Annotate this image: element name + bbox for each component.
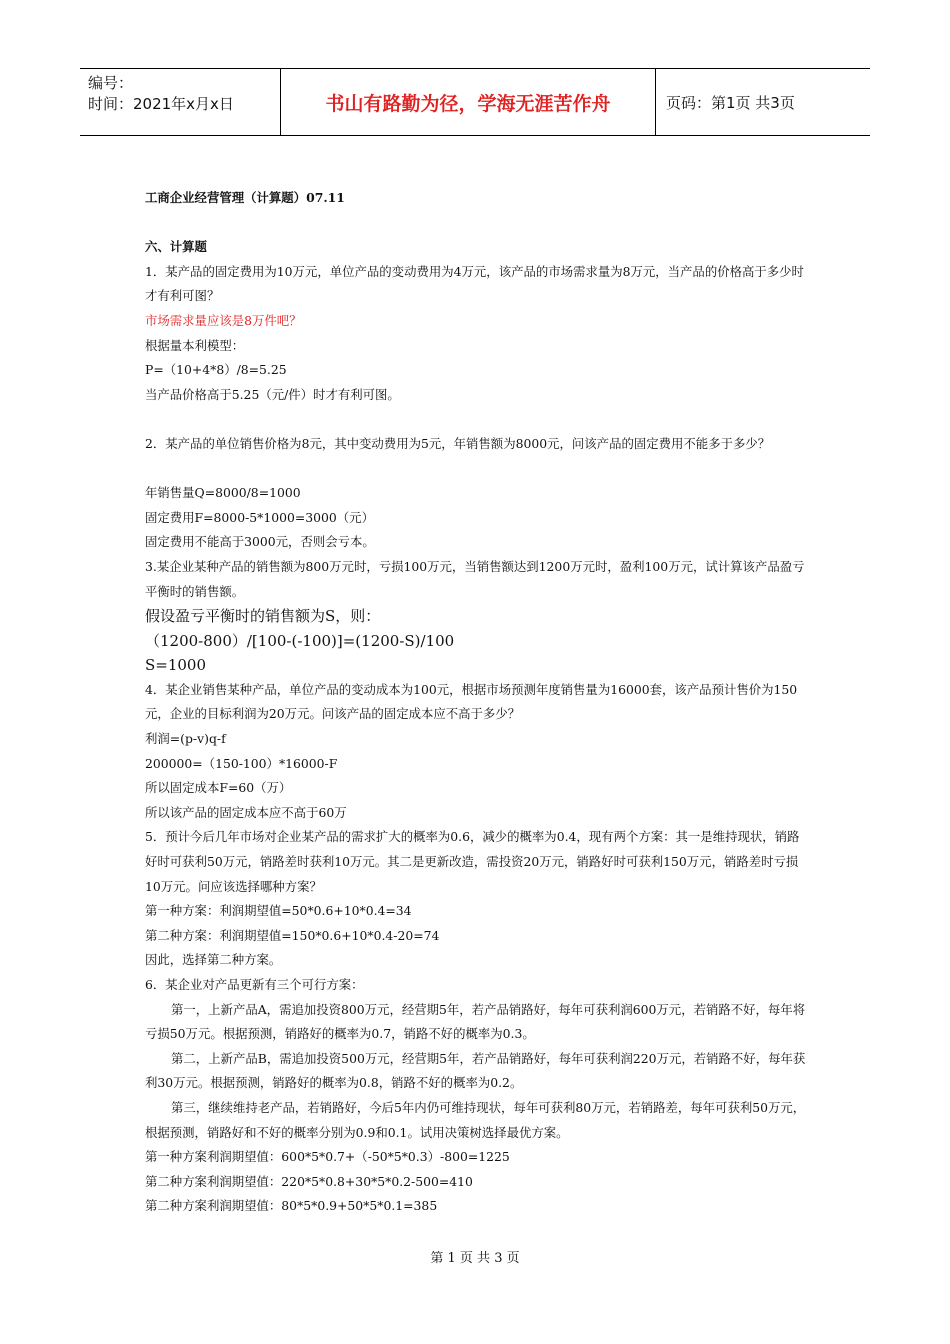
q6-option: 第一，上新产品A，需追加投资800万元，经营期5年，若产品销路好，每年可获利润600万元，若销路不好，每年将亏损50万元。根据预测，销路好的概率为0.7，销路不好的概率为0.3。 [145, 1001, 806, 1042]
q2-question: 2．某产品的单位销售价格为8元，其中变动费用为5元，年销售额为8000元，问该产品的固定费用不能多于多少？ [145, 435, 771, 451]
q6-line: 第二种方案利润期望值：220*5*0.8+30*5*0.2-500=410 [145, 1173, 473, 1189]
q2-line: 固定费用不能高于3000元，否则会亏本。 [145, 534, 375, 550]
header-motto: 书山有路勤为径，学海无涯苦作舟 [281, 69, 656, 135]
q1-note: 市场需求量应该是8万件吧？ [145, 312, 302, 328]
q1-question: 1．某产品的固定费用为10万元，单位产品的变动费用为4万元，该产品的市场需求量为8万元，当产品的价格高于多少时才有利可图？ [145, 263, 804, 304]
q4-line: 所以固定成本F=60（万） [145, 780, 292, 796]
document-title: 工商企业经营管理（计算题）07.11 [145, 190, 345, 205]
q4-line: 所以该产品的固定成本应不高于60万 [145, 804, 347, 820]
page-footer: 第 1 页 共 3 页 [430, 1251, 520, 1266]
header-number: 编号： [88, 74, 134, 92]
q5-question: 5．预计今后几年市场对企业某产品的需求扩大的概率为0.6，减少的概率为0.4，现有两个方案：其一是维持现状，销路好时可获利50万元，销路差时获利10万元。其二是更新改造，需投资20万元，销路好时可获利150万元，销路差时亏损10万元。问应该选择哪种方案？ [145, 829, 800, 894]
q6-option: 第二，上新产品B，需追加投资500万元，经营期5年，若产品销路好，每年可获利润220万元，若销路不好，每年获利30万元。根据预测，销路好的概率为0.8，销路不好的概率为0.2。 [145, 1050, 806, 1091]
q3-line: S=1000 [145, 656, 207, 675]
q1-line: 根据量本利模型： [145, 337, 245, 353]
q6-question: 6．某企业对产品更新有三个可行方案： [145, 977, 364, 993]
q6-line: 第二种方案利润期望值：80*5*0.9+50*5*0.1=385 [145, 1198, 438, 1214]
q4-line: 200000=（150-100）*16000-F [145, 755, 338, 771]
q6-option: 第三，继续维持老产品，若销路好，今后5年内仍可维持现状，每年可获利80万元，若销路差，每年可获利50万元，根据预测，销路好和不好的概率分别为0.9和0.1。试用决策树选择最优方案。 [145, 1099, 806, 1140]
q2-line: 固定费用F=8000-5*1000=3000（元） [145, 509, 374, 525]
q5-line: 第二种方案：利润期望值=150*0.6+10*0.4-20=74 [145, 927, 440, 943]
q5-line: 因此，选择第二种方案。 [145, 952, 282, 968]
q3-question: 3.某企业某种产品的销售额为800万元时，亏损100万元，当销售额达到1200万元时，盈利100万元，试计算该产品盈亏平衡时的销售额。 [145, 558, 805, 599]
q6-line: 第一种方案利润期望值：600*5*0.7+（-50*5*0.3）-800=1225 [145, 1149, 510, 1165]
q1-line: P=（10+4*8）/8=5.25 [145, 362, 287, 378]
q3-line: （1200-800）/[100-(-100)]=(1200-S)/100 [145, 631, 455, 650]
q5-line: 第一种方案：利润期望值=50*0.6+10*0.4=34 [145, 903, 412, 919]
document-body [145, 186, 807, 1219]
header-time: 时间：2021年x月x日 [88, 95, 234, 113]
q4-line: 利润=(p-v)q-f [145, 731, 226, 747]
page-header [80, 68, 870, 136]
q1-line: 当产品价格高于5.25（元/件）时才有利可图。 [145, 386, 400, 402]
header-page-number: 页码：第1页 共3页 [666, 93, 795, 112]
section-heading: 六、计算题 [145, 239, 207, 255]
q4-question: 4．某企业销售某种产品，单位产品的变动成本为100元，根据市场预测年度销售量为16000套，该产品预计售价为150元，企业的目标利润为20万元。问该产品的固定成本应不高于多少？ [145, 681, 798, 722]
q2-line: 年销售量Q=8000/8=1000 [145, 485, 301, 501]
q3-line: 假设盈亏平衡时的销售额为S，则： [145, 607, 381, 626]
header-meta [80, 69, 281, 135]
